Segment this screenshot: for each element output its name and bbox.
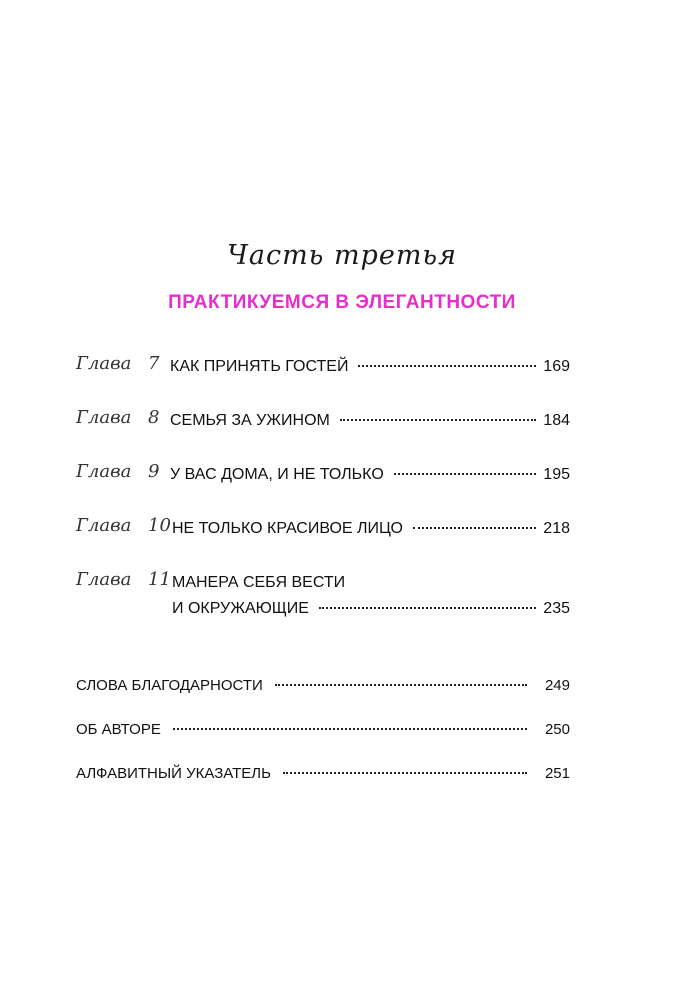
dot-leader [283,772,527,774]
chapter-word: Глава [76,515,132,536]
dot-leader [394,473,537,475]
chapter-title-line2: И ОКРУЖАЮЩИЕ [172,600,309,617]
chapter-line [170,410,570,432]
dot-leader [173,728,527,730]
page-number: 250 [544,721,570,738]
chapter-line [170,464,570,486]
dot-leader [340,419,536,421]
entry-title: АЛФАВИТНЫЙ УКАЗАТЕЛЬ [76,765,271,782]
chapter-line [172,572,570,594]
page-number: 218 [543,520,570,537]
chapter-number: 10 [148,515,171,536]
part-label: Часть третья [226,240,458,271]
entry-title: СЛОВА БЛАГОДАРНОСТИ [76,677,263,694]
part-title: ПРАКТИКУЕМСЯ В ЭЛЕГАНТНОСТИ [168,292,516,313]
dot-leader [319,607,536,609]
page-number: 195 [543,466,570,483]
chapter-number: 11 [148,569,171,590]
page-number: 235 [543,600,570,617]
chapter-entry-9[interactable] [76,461,570,515]
back-matter-list [76,675,570,807]
chapter-title: СЕМЬЯ ЗА УЖИНОМ [170,412,330,429]
back-matter-entry[interactable] [76,719,570,763]
page-number: 251 [544,765,570,782]
dot-leader [275,684,527,686]
chapter-entry-8[interactable] [76,407,570,461]
page-number: 169 [543,358,570,375]
chapter-list [76,353,570,649]
chapter-number: 8 [148,407,160,428]
chapter-line [172,518,570,540]
page-number: 184 [543,412,570,429]
entry-title: ОБ АВТОРЕ [76,721,161,738]
chapter-number: 7 [148,353,160,374]
page-number: 249 [544,677,570,694]
chapter-title: НЕ ТОЛЬКО КРАСИВОЕ ЛИЦО [172,520,403,537]
chapter-entry-10[interactable] [76,515,570,569]
chapter-entry-11[interactable] [76,569,570,649]
chapter-word: Глава [76,353,132,374]
back-matter-entry[interactable] [76,675,570,719]
chapter-word: Глава [76,407,132,428]
back-matter-entry[interactable] [76,763,570,807]
chapter-title: У ВАС ДОМА, И НЕ ТОЛЬКО [170,466,384,483]
chapter-line [172,598,570,620]
dot-leader [358,365,536,367]
chapter-line [170,356,570,378]
dot-leader [413,527,536,529]
chapter-title-line1: МАНЕРА СЕБЯ ВЕСТИ [172,574,346,591]
chapter-word: Глава [76,569,132,590]
chapter-number: 9 [148,461,160,482]
chapter-word: Глава [76,461,132,482]
chapter-entry-7[interactable] [76,353,570,407]
chapter-title: КАК ПРИНЯТЬ ГОСТЕЙ [170,358,349,375]
